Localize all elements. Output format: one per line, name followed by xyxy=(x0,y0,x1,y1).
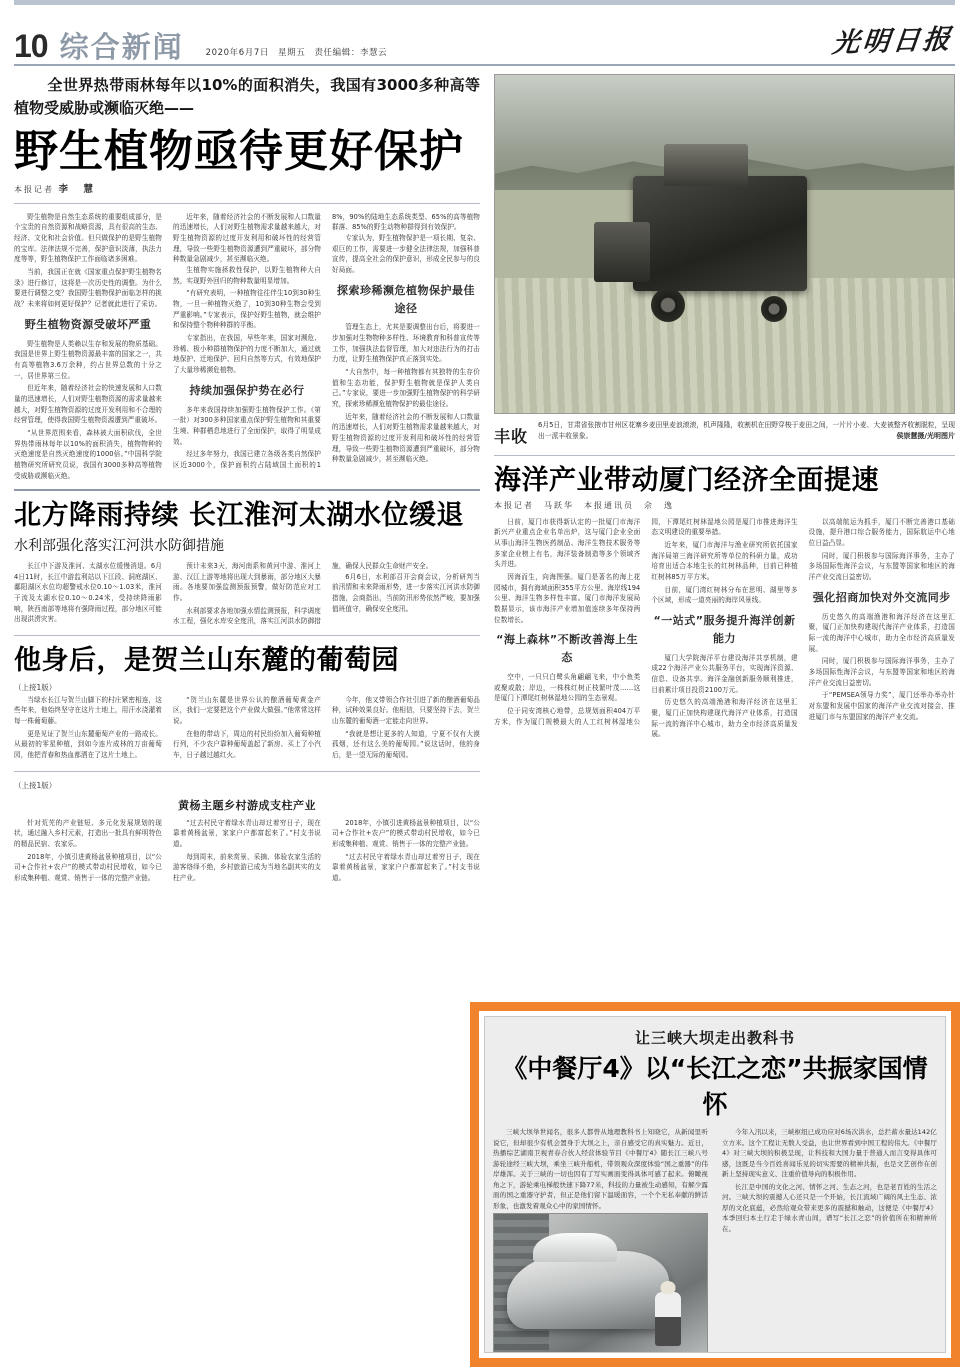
caption-label: 丰收 xyxy=(494,427,529,446)
paragraph: 针对荒芜的产业链短、多元化发展规划的现状，通过融入乡村元素，打造出一批具有鲜明特色的精品民宿、农家乐。 xyxy=(14,818,162,849)
main-byline xyxy=(14,181,480,195)
article-kicker xyxy=(14,74,480,121)
paragraph: “过去村民守着绿水青山却过着穷日子，现在靠着黄杨盆景，家家户户都富起来了。”村支书说道。 xyxy=(173,818,321,849)
paragraph: 三峡大坝举世闻名，很多人都曾从地理教科书上知晓它，从新闻里听说它，但却很少有机会置身于大坝之上，亲自感受它的真实魅力。近日，热播综艺湖南卫视青春合伙人经营体验节目《中餐厅4》随长江三峡八号游轮途经三峡大坝，乘坐三峡升船机，带领观众深度体验“国之重器”的伟岸雄浑。关于三峡的一切也因有了写实画面变得具体可感了起来。俯瞰视角之下，游轮乘电梯般快速下降77米，科技的力量被生动感知，有解少露面的国之重器守护者，但正是他们留下温暖面容，一个个无私奉献的鲜活形象，也激发着观众心中的家国情怀。 xyxy=(493,1128,708,1210)
subhead-a: 野生植物资源受破坏严重 xyxy=(24,317,152,331)
paragraph: 经过多年努力，我国已建立各级各类自然保护区近3000个，保护面积约占陆域国土面积的18%，90%的陆地生态系统类型、65%的高等植物群落、85%的野生动物种群得到有效保护。 xyxy=(173,212,480,469)
cruise-ship xyxy=(507,1251,669,1329)
paragraph: 2018年，小镇引进黄杨盆景种植项目，以“公司+合作社+农户”的模式带动村民增收，如今已形成集种植、观赏、销售于一体的完整产业链。 xyxy=(14,852,162,883)
paragraph: 目前，厦门湾红树林分布在思明、湖里等多个区域，形成一道亮丽的海岸风景线。 xyxy=(651,585,798,605)
huangyang-headline: 黄杨主题乡村游成支柱产业 xyxy=(178,798,316,812)
xiamen-headline: 海洋产业带动厦门经济全面提速 xyxy=(494,465,879,496)
paragraph: 空中，一只只白鹭头角翩翩飞来，中小鱼类或聚或散；岸边，一株株红树正枝繁叶茂……这是厦门下潭尾红树林湿地公园的生态景观。 xyxy=(494,673,641,703)
paragraph: 近年来，随着经济社会的不断发展和人口数量的迅速增长，人们对野生植物需求量越来越大，对野生植物资源的过度开发利用和破坏性的经营管理，导致一些野生植物资源遭到严重破坏，部分物种数量急剧减少，甚至濒临灭绝。 xyxy=(332,412,480,464)
feature-title: 《中餐厅4》以“长江之恋”共振家国情怀 xyxy=(502,1054,928,1119)
article-column-3 xyxy=(332,233,480,465)
cruise-ship-photo xyxy=(493,1213,708,1353)
xiamen-subhead-c: 强化招商加快对外交流同步 xyxy=(812,590,951,604)
paragraph: 于“PEMSEA领导力奖”，厦门还举办举办针对东盟和发展中国家的海洋产业交流对接会，推进厦门市与东盟国家的海洋产业交流。 xyxy=(808,691,955,721)
caption-text xyxy=(538,420,955,442)
paragraph: 预计未来3天，海河南系和黄河中游、淮河上游、汉江上游等地将出现大到暴雨，部分地区大暴雨。各地要加强监测预报预警，做好防范应对工作。 xyxy=(173,561,321,602)
paragraph: 近年来，随着经济社会的不断发展和人口数量的迅速增长，人们对野生植物需求量越来越大，对野生植物资源的过度开发利用和破坏性的经营管理，导致一些野生植物资源遭到严重破坏，部分物种数量急剧减少，甚至濒临灭绝。 xyxy=(173,212,321,264)
paragraph: 近年来，厦门市海洋与渔业研究所依托国家海洋局第三海洋研究所等单位的科研力量，成功培育出适合本地生长的红树林品种，目前已种植红树林85万平方米。 xyxy=(651,541,798,582)
page-body xyxy=(14,74,955,886)
photo-credit: 侯崇慧摄/光明图片 xyxy=(896,431,955,440)
byline-label: 本报记者 xyxy=(14,184,54,194)
masthead xyxy=(14,0,955,66)
xiamen-article-columns xyxy=(494,517,955,740)
harvest-photo-caption xyxy=(494,420,955,447)
helan-article-columns xyxy=(14,695,480,763)
paragraph: 在他的带动下，周边的村民纷纷加入葡萄种植行列，不少农户靠种葡萄盖起了新房、买上了小汽车，日子越过越红火。 xyxy=(173,729,321,760)
divider xyxy=(14,203,480,204)
huangyang-column-1 xyxy=(14,818,162,884)
feature-column-2 xyxy=(722,1127,937,1234)
paragraph: 6月6日，水利部召开会商会议，分析研判当前汛情和未来降雨形势，进一步落实江河洪水防御措施，会商指出，当前防汛形势依然严峻，要加强值班值守，确保安全度汛。 xyxy=(332,572,480,613)
masthead-top-rule xyxy=(14,0,955,5)
paragraph: 同时，厦门积极参与国际海洋事务，主办了多场国际性海洋会议，与东盟等国家和地区的海洋产业交流日益密切。 xyxy=(808,657,955,687)
paragraph: 当前，我国正在就《国家重点保护野生植物名录》进行修订，这将是一次历史性的调整。为什么要进行调整之变？我国野生植物保护面临怎样的挑战？未来将如何更好保护？记者就此进行了采访。 xyxy=(14,268,162,309)
rain-article-columns xyxy=(14,561,480,627)
xiamen-subhead-b: “一站式”服务提升海洋创新能力 xyxy=(653,614,796,645)
harvester-wheel xyxy=(761,296,787,322)
paragraph: 但近年来，随着经济社会的快速发展和人口数量的迅速增长，人们对野生植物资源的需求量越来越大，对野生植物资源的过度开发利用和不合理的经营管理，使得我国野生植物资源遭到严重破坏。 xyxy=(14,384,162,425)
helan-column-2 xyxy=(173,695,321,761)
paragraph: “贺兰山东麓是世界公认的酿酒葡萄黄金产区，我们一定要把这个产业做大做强。”他常常这样说。 xyxy=(173,695,321,726)
divider xyxy=(14,635,480,636)
feature-column-1 xyxy=(493,1127,708,1353)
helan-headline: 他身后，是贺兰山东麓的葡萄园 xyxy=(14,645,399,676)
paragraph: 野生植物是人类赖以生存和发展的物质基础。我国是世界上野生植物资源最丰富的国家之一，共有高等植物3.6万余种，约占世界总数的十分之一，居世界第三位。 xyxy=(14,339,162,380)
paragraph: 当绿水长江与贺兰山脚下的村庄紧密相连，这些年来，他始终坚守在这片土地上，用汗水浇灌着每一株葡萄藤。 xyxy=(14,695,162,726)
paragraph: “过去村民守着绿水青山却过着穷日子，现在靠着黄杨盆景，家家户户都富起来了。”村支书说道。 xyxy=(332,852,480,883)
helan-column-1 xyxy=(14,695,162,761)
paragraph: 专家指出，在我国，早些年来，国家对濒危、珍稀、极小种群植物保护的力度不断加大，通过就地保护、迁地保护、回归自然等方式，有效地保护了大量珍稀濒危植物。 xyxy=(173,334,321,375)
combine-harvester xyxy=(633,176,807,291)
dateline: 2020年6月7日 星期五 责任编辑：李慧云 xyxy=(205,48,388,58)
byline-author: 李 慧 xyxy=(58,183,97,195)
huangyang-continuation-note: （上接1版） xyxy=(14,780,57,790)
paragraph: 同时，厦门积极参与国际海洋事务，主办了多场国际性海洋会议，与东盟等国家和地区的海洋产业交流日益密切。 xyxy=(808,551,955,582)
paragraph: 长江是中国的文化之河、情怀之河、生态之河，也是老百姓的生活之河。三峡大坝的震撼人心还只是一个开始，长江流域广阔的风土生态、浓厚的文化底蕴，必然给观众带来更多的震撼和触动，这便是《中餐厅4》本季回归本土行走于绿水青山间，谱写“长江之恋”的价值所在和精神所在。 xyxy=(722,1182,937,1233)
divider xyxy=(14,771,480,772)
main-headline: 野生植物亟待更好保护 xyxy=(14,125,464,177)
rain-column-3 xyxy=(332,572,480,615)
paragraph: 管理生态上，尤其是要调整出台后，将要进一步加强对生物物种多样性、环境教育和科普宣传等工作，加强执法监督管理，加大对违法行为的打击力度，让野生植物保护真正落到实处。 xyxy=(332,323,480,364)
paragraph: 今年入汛以来，三峡枢纽已成功应对6场次洪水，总拦蓄水量达142亿立方米。这个工程让无数人受益，也让世界看到中国工程的伟大。《中餐厅4》对三峡大坝的积极呈现，让科技和大国力量于普通人而言变得具体可感，这既是当今百姓喜闻乐见的切实需要的精神共振，也是文艺创作在创新上坚持现实意义、注重价值导向的积极作用。 xyxy=(722,1128,937,1179)
paragraph: 2018年，小镇引进黄杨盆景种植项目，以“公司+合作社+农户”的模式带动村民增收，如今已形成集种植、观赏、销售于一体的完整产业链。 xyxy=(332,818,480,849)
paragraph: 历史悠久的高端渔港和海洋经济在这里汇聚，厦门正加快构建现代海洋产业体系，打造国际一流的海洋中心城市，助力全市经济高质量发展。 xyxy=(651,698,798,739)
page-number: 10 xyxy=(14,28,48,64)
article-kicker-text: 全世界热带雨林每年以10%的面积消失，我国有3000多种高等植物受威胁或濒临灭绝—— xyxy=(14,76,480,118)
xiamen-column-3 xyxy=(809,589,955,723)
rain-subhead: 水利部强化落实江河洪水防御措施 xyxy=(14,537,224,554)
photo-person xyxy=(655,1292,681,1346)
caption-sentence: 6月5日，甘肃省张掖市甘州区花寨乡麦田里麦浪滚滚，机声隆隆，收割机在田野穿梭于麦田之间，一片片小麦、大麦被整齐收割脱粒，呈现出一派丰收景象。 xyxy=(538,421,955,440)
feature-body-columns xyxy=(493,1127,937,1353)
newspaper-logo: 光明日报 xyxy=(830,23,955,60)
harvester-wheel xyxy=(651,288,685,322)
paragraph: 厦门大学院海洋平台建设海洋共享机制，建成22个海洋产业公共服务平台，实现海洋资源、信息、设备共享。海洋金融创新服务顺利推进，目前累计项目投资2100万元。 xyxy=(651,653,798,694)
paragraph: 水利部要求各地加强水情监测预报，科学调度水工程，强化水库安全度汛，落实江河洪水防御措施，确保人民群众生命财产安全。 xyxy=(173,561,433,626)
huangyang-article-columns xyxy=(14,818,480,886)
paragraph: “大自然中，每一种植物都有其独特的生存价值和生态功能，保护野生植物就是保护人类自己。”专家说，要进一步加强野生植物保护的科学研究，探索珍稀濒危植物保护的最佳途径。 xyxy=(332,368,480,409)
paragraph: 今年，他又带领合作社引进了新的酿酒葡萄品种，试种效果良好。他相信，只要坚持下去，贺兰山东麓的葡萄酒一定能走向世界。 xyxy=(332,695,480,726)
main-article-columns xyxy=(14,212,480,482)
helan-continuation-note: （上接1版） xyxy=(14,682,57,692)
paragraph: “我就是想让更多的人知道，宁夏不仅有大漠孤烟，还有这么美的葡萄园。”说这话时，他的身后，是一望无际的葡萄园。 xyxy=(332,729,480,760)
paragraph: 长江中下游及淮河、太湖水位缓慢消退。6月4日11时，长江中游监利站以下江段、洞庭湖区、鄱阳湖区水位均超警戒水位0.10～1.03米，淮河干流及太湖水位0.10～0.24米，受持续降雨影响，陕西南部等地将有强降雨过程，部分地区可能出现洪涝灾害。 xyxy=(14,561,162,624)
rain-headline: 北方降雨持续 长江淮河太湖水位缓退 xyxy=(14,500,464,532)
paragraph: 日前，厦门市获得新认定的一批厦门市海洋新兴产业重点企业名单出炉，这与厦门企业全面从事山海洋生物医药制品、海洋生物技术服务等多家企业榜上有名，海洋装备制造等多个领域齐头并进。 xyxy=(494,517,641,569)
feature-highlight-box xyxy=(470,1002,960,1367)
photo-wheat-field-front xyxy=(495,278,954,413)
paragraph: 野生植物是自然生态系统的重要组成部分，是个宝贵的自然资源和战略资源，具有很高的生态、经济、文化和社会价值。但只做保护的是野生植物的宝库。法律法规不完善，保护意识淡薄，执法力度等等，野生植物保护工作面临诸多困难。 xyxy=(14,212,162,264)
rain-column-1 xyxy=(14,561,162,625)
subhead-b: 持续加强保护势在必行 xyxy=(189,383,305,397)
paragraph: 生植物实施拯救性保护，以野生植物种大自然，实现野外回归的物种数量明显增加。 xyxy=(173,266,321,285)
paragraph: “从世界范围来看，森林被大面积砍伐，全世界热带雨林每年以10%的面积消失，植物物种的灭绝速度是自然灭绝速度的1000倍。”中国科学院植物研究所研究员说，我国有3000多种高等植物受威胁或濒临灭绝。 xyxy=(14,428,162,480)
right-column xyxy=(494,74,955,886)
paragraph: 历史悠久的高端渔港和海洋经济在这里汇聚，厦门正加快构建现代海洋产业体系，打造国际一流的海洋中心城市，助力全市经济高质量发展。 xyxy=(808,612,955,653)
feature-kicker: 让三峡大坝走出教科书 xyxy=(634,1029,795,1047)
paragraph: 因海而生，向海图强。厦门是著名的海上花园城市，拥有海域面积355平方公里、海岸线194公里、海洋生物多样性丰富。厦门市海洋发展局数据显示，该市海洋产业增加值连续多年保持两位数增长。 xyxy=(494,573,641,624)
left-column xyxy=(14,74,480,886)
paragraph: 专家认为，野生植物保护是一项长期、复杂、艰巨的工作，需要进一步健全法律法规，加强科普宣传，提高全社会的保护意识，形成全民参与的良好局面。 xyxy=(332,234,480,275)
paragraph: 以高端航运为抓手，厦门不断完善港口基础设施，提升港口综合服务能力，国际航运中心地位日益凸显。 xyxy=(808,517,955,548)
paragraph: 每到周末，前来赏景、采摘、体验农家生活的游客络绎不绝，乡村旅游已成为当地名副其实的支柱产业。 xyxy=(173,852,321,883)
feature-inner xyxy=(484,1016,946,1353)
section-title: 综合新闻 xyxy=(59,30,184,64)
divider xyxy=(14,489,480,491)
helan-column-3 xyxy=(332,695,480,761)
harvest-photo xyxy=(494,74,955,414)
subhead-c: 探索珍稀濒危植物保护最佳途径 xyxy=(337,283,475,315)
paragraph: 位于同安湾核心地带，总规划面积404万平方米，作为厦门规模最大的人工红树林湿地公园，下潭尾红树林湿地公园是厦门市推进海洋生态文明建设的重要举措。 xyxy=(494,517,798,726)
paragraph: 更是见证了贺兰山东麓葡萄产业的一路成长。从最初的零星种植，到如今连片成林的万亩葡萄园，他把青春和热血都洒在了这片土地上。 xyxy=(14,729,162,760)
paragraph: 多年来我国持续加强野生植物保护工作。《第一批）对300多种国家重点保护野生植物和其重要生境、种群栖息地进行了全面保护，取得了明显成效。 xyxy=(173,405,321,446)
xiamen-byline: 本报记者 马跃华 本报通讯员 佘 逸 xyxy=(494,500,674,510)
divider xyxy=(494,455,955,456)
huangyang-column-3 xyxy=(332,818,480,884)
xiamen-subhead-a: “海上森林”不断改善海上生态 xyxy=(496,633,639,665)
paragraph: “有研究表明，一种植物往往伴生10到30种生物，一旦一种植物灭绝了，10到30种生物会受到严重影响。”专家表示，保护好野生植物，就会维护和保持整个物种种群的平衡。 xyxy=(173,289,321,330)
huangyang-column-2 xyxy=(173,818,321,884)
